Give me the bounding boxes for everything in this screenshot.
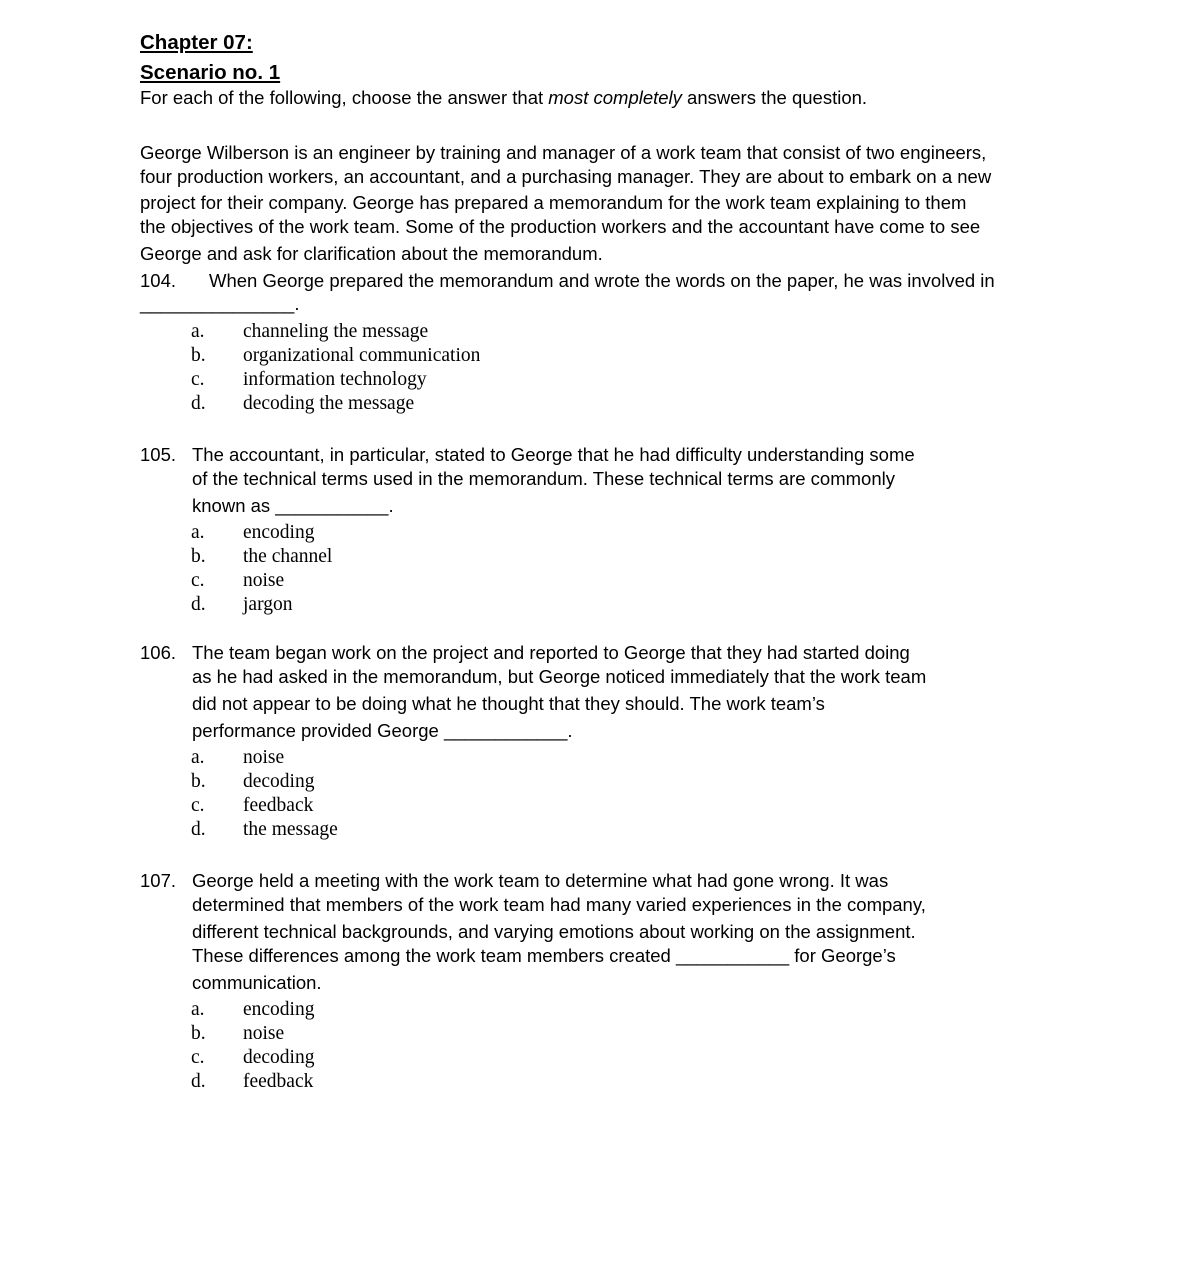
scenario-line: project for their company. George has prepared a memorandum for the work team explaining to them — [140, 192, 967, 213]
scenario-line: the objectives of the work team. Some of the production workers and the accountant have come to see — [140, 216, 981, 237]
question-text: When George prepared the memorandum and wrote the words on the paper, he was involved in — [209, 270, 995, 291]
question-text: _______________. — [140, 293, 300, 314]
question-text: These differences among the work team members created ___________ for George’s — [192, 945, 896, 966]
option-text: information technology — [243, 369, 427, 390]
question-text: different technical backgrounds, and varying emotions about working on the assignment. — [192, 921, 916, 942]
scenario-title: Scenario no. 1 — [140, 61, 281, 84]
option-letter: c. — [191, 369, 205, 390]
option-text: feedback — [243, 795, 314, 816]
option-text: feedback — [243, 1071, 314, 1092]
option-letter: a. — [191, 522, 205, 543]
option-text: decoding — [243, 1047, 315, 1068]
option-text: noise — [243, 747, 285, 768]
option-letter: c. — [191, 795, 205, 816]
scenario-line: George Wilberson is an engineer by training and manager of a work team that consist of two engineers, — [140, 142, 987, 163]
chapter-title: Chapter 07: — [140, 31, 253, 54]
question-text: determined that members of the work team had many varied experiences in the company, — [192, 894, 926, 915]
option-text: encoding — [243, 522, 315, 543]
option-letter: b. — [191, 1023, 206, 1044]
option-text: encoding — [243, 999, 315, 1020]
option-letter: a. — [191, 999, 205, 1020]
option-letter: d. — [191, 393, 206, 414]
option-text: decoding the message — [243, 393, 415, 414]
option-text: channeling the message — [243, 321, 429, 342]
option-text: the message — [243, 819, 338, 840]
instructions-emphasis: most completely — [548, 87, 682, 108]
option-text: noise — [243, 570, 285, 591]
instructions: For each of the following, choose the answer that most completely answers the question. — [140, 87, 868, 108]
option-text: decoding — [243, 771, 315, 792]
question-text: as he had asked in the memorandum, but George noticed immediately that the work team — [192, 666, 927, 687]
scenario-line: four production workers, an accountant, and a purchasing manager. They are about to embark on a new — [140, 166, 992, 187]
question-text: communication. — [192, 972, 322, 993]
question-text: The team began work on the project and reported to George that they had started doing — [192, 642, 910, 663]
option-letter: c. — [191, 1047, 205, 1068]
option-letter: d. — [191, 819, 206, 840]
option-letter: d. — [191, 594, 206, 615]
question-text: did not appear to be doing what he thought that they should. The work team’s — [192, 693, 825, 714]
option-text: the channel — [243, 546, 333, 567]
option-text: noise — [243, 1023, 285, 1044]
option-letter: d. — [191, 1071, 206, 1092]
question-text: George held a meeting with the work team to determine what had gone wrong. It was — [192, 870, 889, 891]
option-letter: c. — [191, 570, 205, 591]
question-number: 105. — [140, 444, 177, 465]
option-letter: a. — [191, 747, 205, 768]
option-text: jargon — [243, 594, 293, 615]
question-number: 106. — [140, 642, 177, 663]
option-letter: a. — [191, 321, 205, 342]
option-letter: b. — [191, 546, 206, 567]
question-number: 107. — [140, 870, 177, 891]
question-text: of the technical terms used in the memorandum. These technical terms are commonly — [192, 468, 895, 489]
question-text: known as ___________. — [192, 495, 394, 516]
question-text: The accountant, in particular, stated to George that he had difficulty understanding some — [192, 444, 915, 465]
option-letter: b. — [191, 345, 206, 366]
option-text: organizational communication — [243, 345, 481, 366]
option-letter: b. — [191, 771, 206, 792]
question-text: performance provided George ____________. — [192, 720, 573, 741]
scenario-line: George and ask for clarification about the memorandum. — [140, 243, 603, 264]
question-number: 104. — [140, 270, 177, 291]
